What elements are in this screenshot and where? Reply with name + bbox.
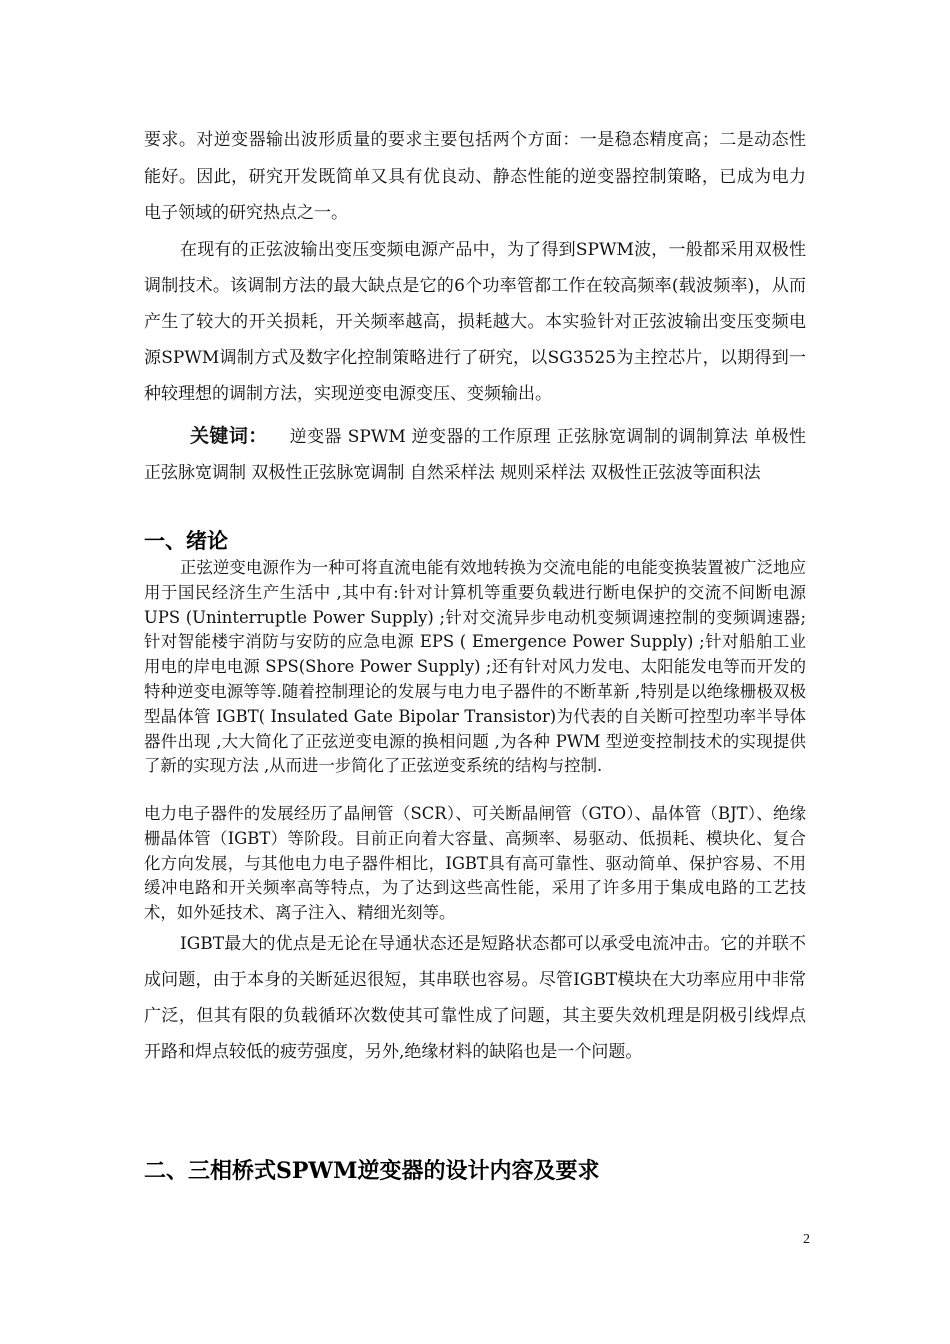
keywords-paragraph xyxy=(144,418,806,491)
paragraph-intro: 在现有的正弦波输出变压变频电源产品中，为了得到SPWM波，一般都采用双极性调制技术。该调制方法的最大缺点是它的6个功率管都工作在较高频率(载波频率)，从而产生了较大的开关损耗，开关频率越高，损耗越大。本实验针对正弦波输出变压变频电源SPWM调制方式及数字化控制策略进行了研究，以SG3525为主控芯片，以期得到一种较理想的调制方法，实现逆变电源变压、变频输出。 xyxy=(144,240,806,404)
keywords-label: 关键词： xyxy=(190,425,268,447)
paragraph-background: 正弦逆变电源作为一种可将直流电能有效地转换为交流电能的电能变换装置被广泛地应用于国民经济生产生活中 ,其中有:针对计算机等重要负载进行断电保护的交流不间断电源 UPS (Uninterruptle Power Supply) ;针对交流异步电动机变频调速控制的变频调速器;针对智能楼宇消防与安防的应急电源 EPS ( Emergence Power Supply) ;针对船舶工业用电的岸电电源 SPS(Shore Power Supply) ;还有针对风力发电、太阳能发电等而开发的特种逆变电源等等.随着控制理论的发展与电力电子器件的不断革新 ,特别是以绝缘栅极双极型晶体管 IGBT( Insulated Gate Bipolar Transistor)为代表的自关断可控型功率半导体器件出现 ,大大简化了正弦逆变电源的换相问题 ,为各种 PWM 型逆变控制技术的实现提供了新的实现方法 ,从而进一步简化了正弦逆变系统的结构与控制. xyxy=(144,558,806,776)
page-number: 2 xyxy=(803,1232,810,1247)
paragraph-igbt: IGBT最大的优点是无论在导通状态还是短路状态都可以承受电流冲击。它的并联不成问题，由于本身的关断延迟很短，其串联也容易。尽管IGBT模块在大功率应用中非常广泛，但其有限的负载循环次数使其可靠性成了问题，其主要失效机理是阴极引线焊点开路和焊点较低的疲劳强度，另外,绝缘材料的缺陷也是一个问题。 xyxy=(144,934,806,1062)
paragraph-continued: 要求。对逆变器输出波形质量的要求主要包括两个方面：一是稳态精度高；二是动态性能好。因此，研究开发既简单又具有优良动、静态性能的逆变器控制策略，已成为电力电子领域的研究热点之一。 xyxy=(144,130,806,223)
section-heading-design: 二、三相桥式SPWM逆变器的设计内容及要求 xyxy=(144,1158,600,1184)
paragraph-devices: 电力电子器件的发展经历了晶闸管（SCR）、可关断晶闸管（GTO）、晶体管（BJT）、绝缘栅晶体管（IGBT）等阶段。目前正向着大容量、高频率、易驱动、低损耗、模块化、复合化方向发展，与其他电力电子器件相比，IGBT具有高可靠性、驱动简单、保护容易、不用缓冲电路和开关频率高等特点，为了达到这些高性能，采用了许多用于集成电路的工艺技术，如外延技术、离子注入、精细光刻等。 xyxy=(144,804,806,923)
keywords-text: 逆变器 SPWM 逆变器的工作原理 正弦脉宽调制的调制算法 单极性正弦脉宽调制 双极性正弦脉宽调制 自然采样法 规则采样法 双极性正弦波等面积法 xyxy=(144,427,806,483)
section-heading-introduction: 一、绪论 xyxy=(144,529,228,553)
